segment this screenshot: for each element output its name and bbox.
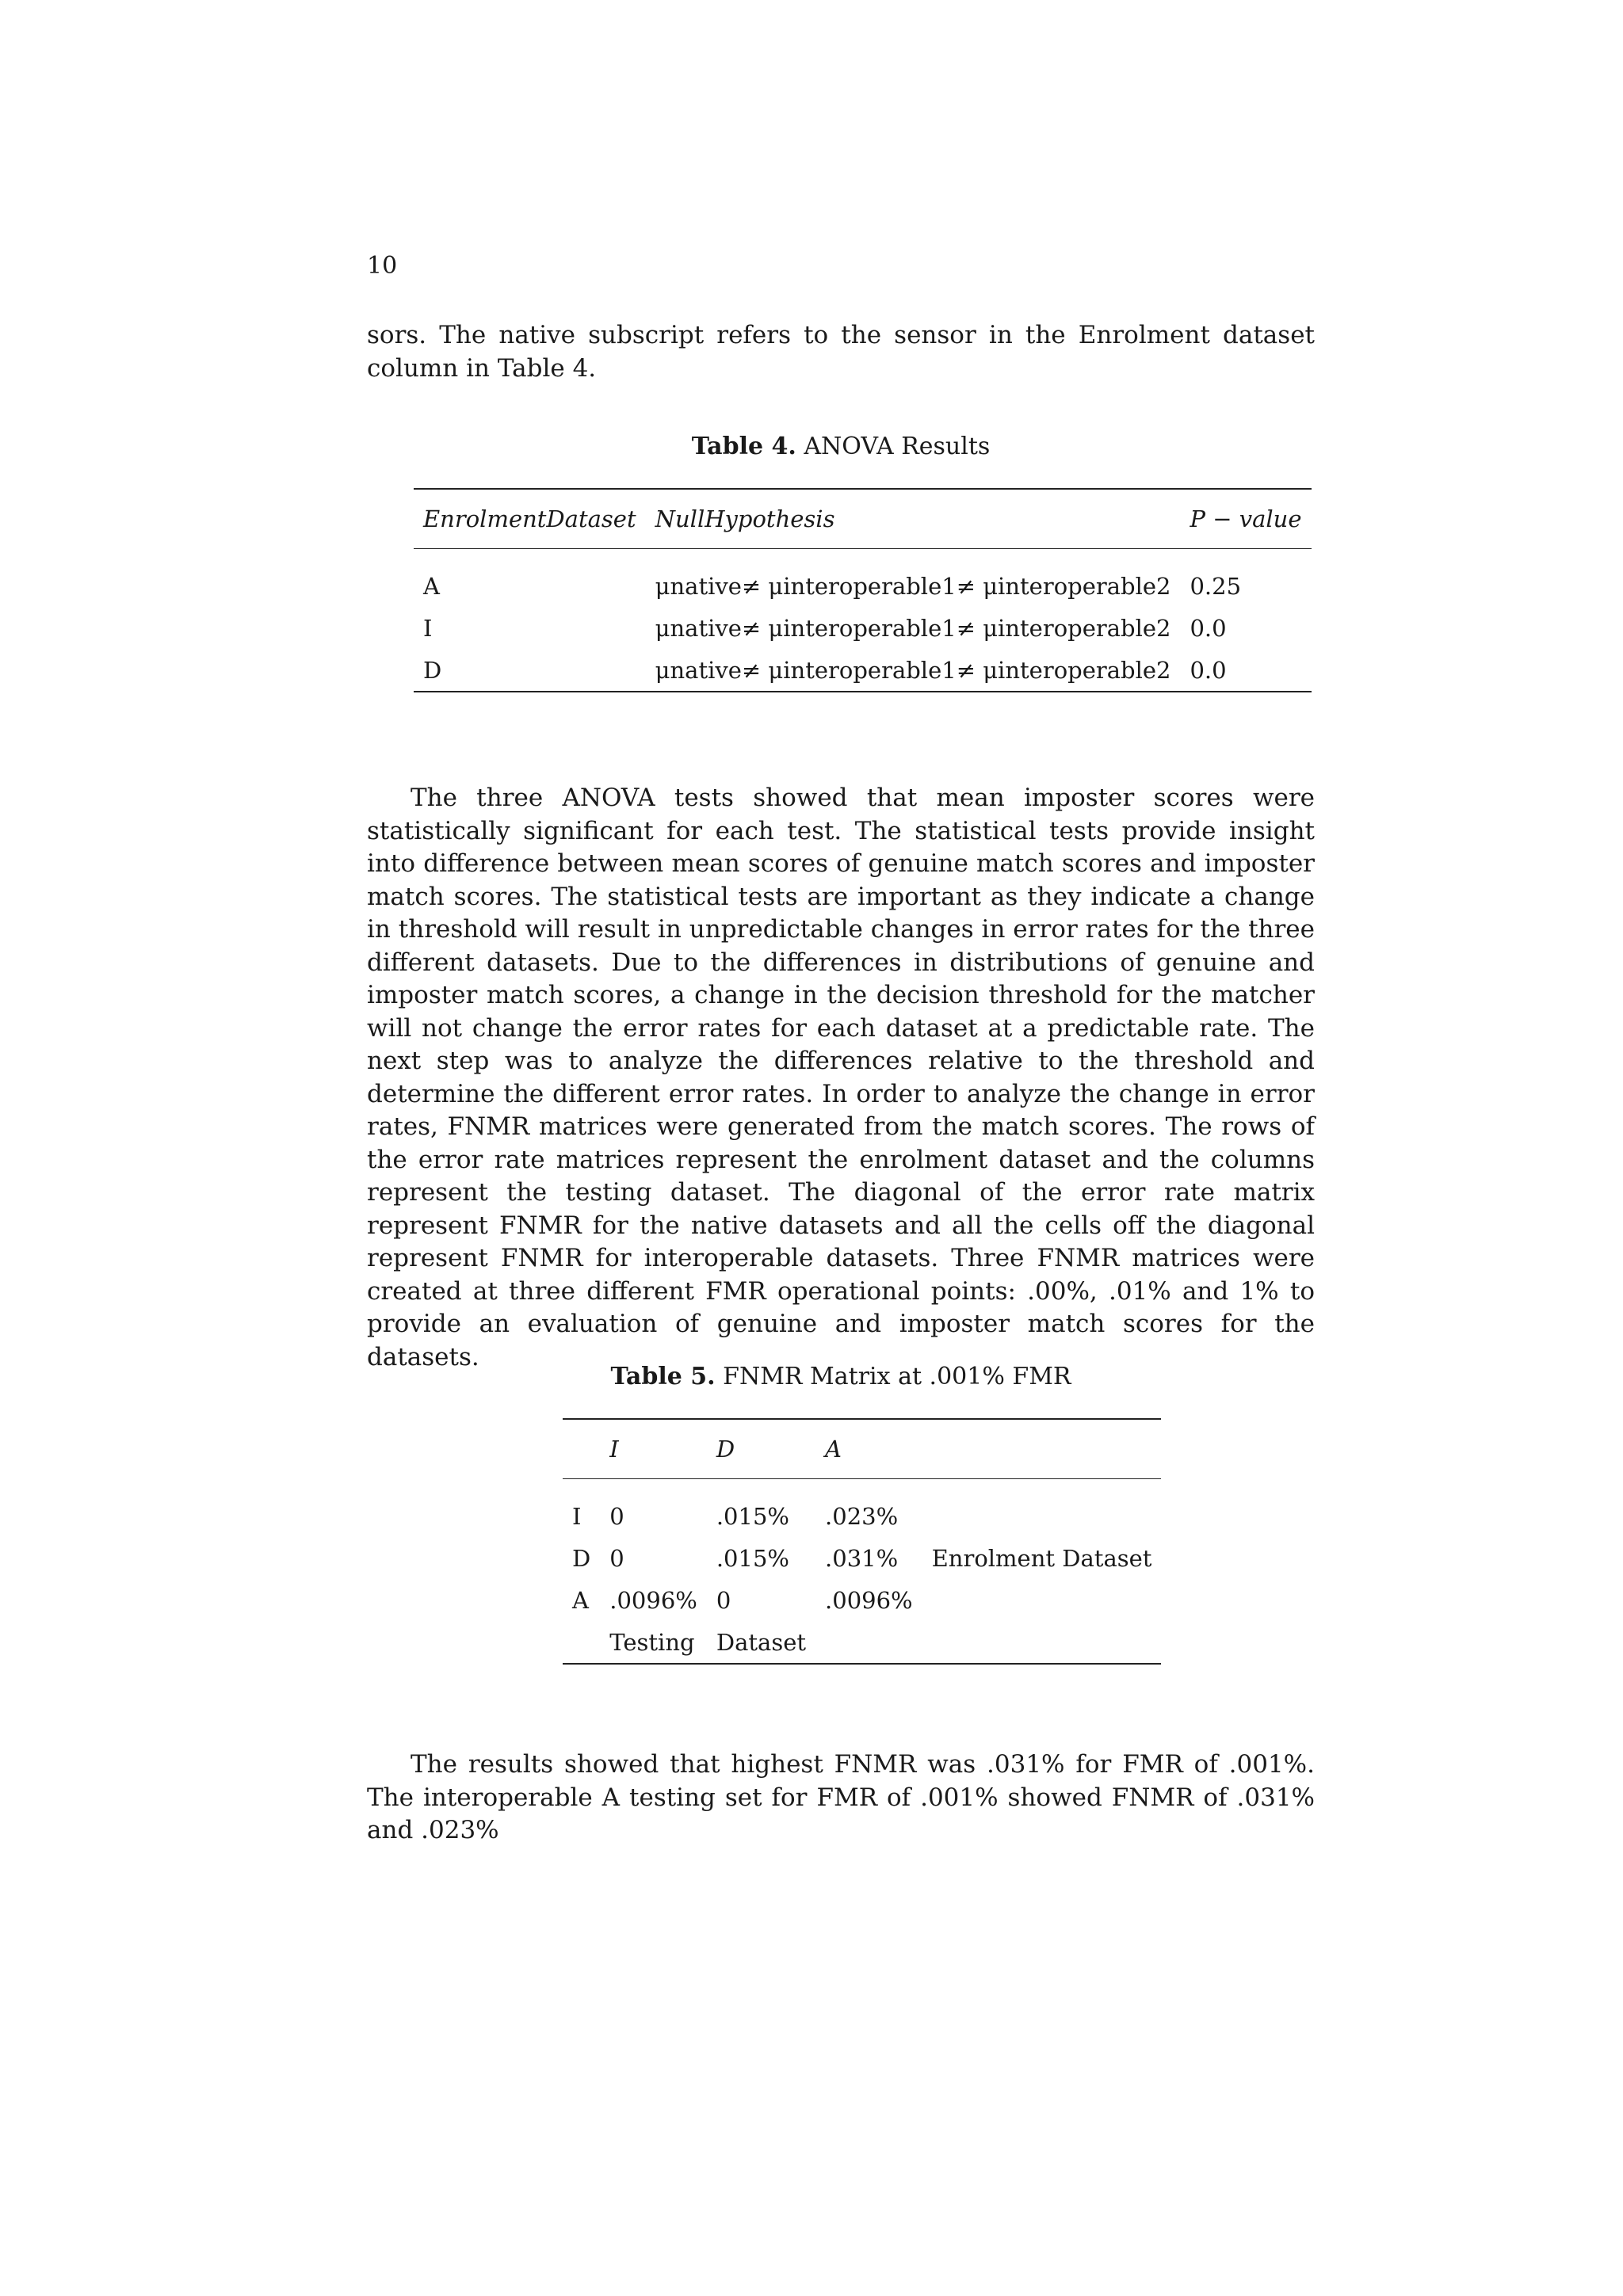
table4-label: Table 4. xyxy=(691,433,796,460)
page-number: 10 xyxy=(367,252,398,280)
table5-cell: D xyxy=(572,1544,591,1572)
table5-cell: .0096% xyxy=(825,1586,913,1614)
table5-caption xyxy=(367,1363,1315,1391)
table4-container xyxy=(414,488,1302,692)
table4-cell: D xyxy=(423,656,442,684)
table5-cell xyxy=(922,1579,1162,1621)
table5-label: Table 5. xyxy=(610,1363,716,1390)
table5-header-cell xyxy=(922,1419,1162,1479)
table4-cell: A xyxy=(423,572,440,600)
paragraph-anova-discussion xyxy=(367,782,1315,1374)
table5-cell: 0 xyxy=(716,1586,731,1614)
table4-cell: μnative≠ μinteroperable1≠ μinteroperable2 xyxy=(655,656,1171,684)
table4-cell: I xyxy=(423,614,433,642)
table5-container xyxy=(563,1418,1152,1665)
table5-cell: .0096% xyxy=(609,1586,697,1614)
table5-cell xyxy=(922,1621,1162,1664)
table5-cell xyxy=(922,1479,1162,1538)
table5 xyxy=(563,1418,1161,1665)
table5-header-cell: D xyxy=(716,1436,735,1463)
table5-cell: .023% xyxy=(825,1502,899,1530)
table5-header-cell: I xyxy=(609,1436,619,1463)
table-row xyxy=(563,1621,1161,1664)
table4-title: ANOVA Results xyxy=(804,433,991,460)
table-row xyxy=(563,1579,1161,1621)
table4-cell: 0.25 xyxy=(1190,572,1242,600)
table5-header-cell: A xyxy=(825,1436,842,1463)
table5-cell: Testing xyxy=(609,1628,695,1656)
table-row xyxy=(414,607,1312,649)
table4-header-cell: NullHypothesis xyxy=(655,505,835,532)
table5-cell: Enrolment Dataset xyxy=(931,1544,1152,1572)
table4-cell: 0.0 xyxy=(1190,656,1227,684)
paragraph-text: sors. The native subscript refers to the sensor in the Enrolment dataset column in Table 4. xyxy=(367,321,1315,383)
table-row xyxy=(563,1479,1161,1538)
table4-header-cell: EnrolmentDataset xyxy=(423,505,636,532)
table5-cell: .015% xyxy=(716,1544,789,1572)
table5-header-cell xyxy=(563,1419,600,1479)
paragraph-text: The three ANOVA tests showed that mean imposter scores were statistically significant for each test. The statistical tests provide insight into difference between mean scores of genuine match scores and imposter match scores. The statistical tests are important as they indicate a change in threshold will result in unpredictable changes in error rates for the three different datasets. Due to the differences in distributions of genuine and imposter match scores, a change in the decision threshold for the matcher will not change the error rates for each dataset at a predictable rate. The next step was to analyze the differences relative to the threshold and determine the different error rates. In order to analyze the change in error rates, FNMR matrices were generated from the match scores. The rows of the error rate matrices represent the enrolment dataset and the columns represent the testing dataset. The diagonal of the error rate matrix represent FNMR for the native datasets and all the cells off the diagonal represent FNMR for interoperable datasets. Three FNMR matrices were created at three different FMR operational points: .00%, .01% and 1% to provide an evaluation of genuine and imposter match scores for the datasets. xyxy=(367,784,1315,1371)
table5-title: FNMR Matrix at .001% FMR xyxy=(723,1363,1071,1390)
table5-cell: Dataset xyxy=(716,1628,807,1656)
paragraph-continuation xyxy=(367,319,1315,385)
table4-cell: μnative≠ μinteroperable1≠ μinteroperable2 xyxy=(655,614,1171,642)
table5-cell: .031% xyxy=(825,1544,899,1572)
table5-cell: I xyxy=(572,1502,582,1530)
table-row xyxy=(563,1537,1161,1579)
table-row xyxy=(414,549,1312,608)
table5-cell xyxy=(815,1621,922,1664)
table5-cell: .015% xyxy=(716,1502,789,1530)
paragraph-results xyxy=(367,1749,1315,1848)
table4-cell: 0.0 xyxy=(1190,614,1227,642)
table4-caption xyxy=(367,433,1315,461)
table5-cell xyxy=(563,1621,600,1664)
table5-cell: 0 xyxy=(609,1502,624,1530)
table4-header-cell: P − value xyxy=(1190,505,1302,532)
table4 xyxy=(414,488,1312,692)
table5-cell: 0 xyxy=(609,1544,624,1572)
table5-header-row xyxy=(563,1419,1161,1479)
table5-cell: A xyxy=(572,1586,589,1614)
table4-header-row xyxy=(414,489,1312,549)
paragraph-text: The results showed that highest FNMR was .031% for FMR of .001%. The interoperable A testing set for FMR of .001% showed FNMR of .031% and .023% xyxy=(367,1750,1315,1844)
table4-cell: μnative≠ μinteroperable1≠ μinteroperable2 xyxy=(655,572,1171,600)
table-row xyxy=(414,649,1312,692)
